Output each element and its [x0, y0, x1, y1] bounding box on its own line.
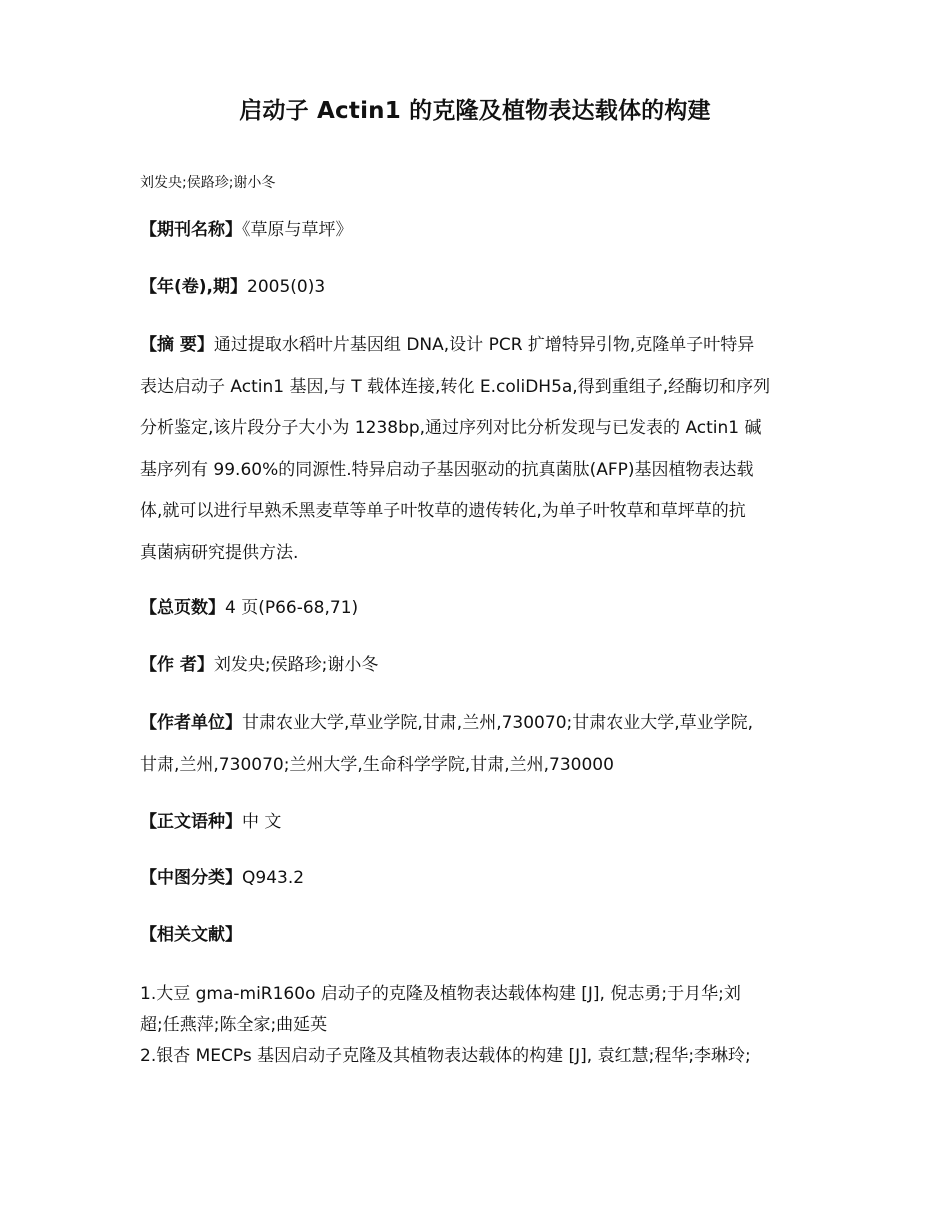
abstract-line: 分析鉴定,该片段分子大小为 1238bp,通过序列对比分析发现与已发表的 Actin1 碱 — [140, 418, 762, 438]
issue-value: 2005(0)3 — [247, 277, 326, 297]
issue-field — [140, 277, 830, 297]
related-item-line: 2.银杏 MECPs 基因启动子克隆及其植物表达载体的构建 [J], 袁红慧;程华;李琳玲; — [140, 1046, 751, 1066]
pages-field — [140, 598, 830, 618]
related-label: 【相关文献】 — [140, 925, 242, 945]
abstract-field — [140, 333, 840, 565]
abstract-line: 表达启动子 Actin1 基因,与 T 载体连接,转化 E.coliDH5a,得到重组子,经酶切和序列 — [140, 376, 771, 397]
abstract-line: 体,就可以进行早熟禾黑麦草等单子叶牧草的遗传转化,为单子叶牧草和草坪草的抗 — [140, 501, 746, 521]
abstract-line — [140, 333, 840, 375]
related-item-line: 超;任燕萍;陈全家;曲延英 — [140, 1015, 328, 1035]
issue-label: 【年(卷),期】 — [140, 277, 247, 297]
authors-label: 【作 者】 — [140, 655, 214, 675]
language-value: 中 文 — [242, 812, 282, 832]
abstract-text: 通过提取水稻叶片基因组 DNA,设计 PCR 扩增特异引物,克隆单子叶特异 — [213, 335, 755, 355]
abstract-line: 基序列有 99.60%的同源性.特异启动子基因驱动的抗真菌肽(AFP)基因植物表达载 — [140, 459, 754, 480]
pages-label: 【总页数】 — [140, 598, 225, 618]
affiliation-line: 甘肃,兰州,730070;兰州大学,生命科学学院,甘肃,兰州,730000 — [140, 754, 614, 775]
classification-value: Q943.2 — [242, 868, 305, 888]
language-field — [140, 812, 830, 832]
document-title: 启动子 Actin1 的克隆及植物表达载体的构建 — [239, 98, 711, 124]
journal-value: 《草原与草坪》 — [242, 220, 353, 240]
related-item — [140, 982, 830, 1044]
journal-field — [140, 220, 830, 240]
related-heading — [140, 925, 830, 945]
journal-label: 【期刊名称】 — [140, 220, 242, 240]
related-item — [140, 1044, 830, 1075]
authors-field — [140, 655, 830, 675]
abstract-line: 真菌病研究提供方法. — [140, 542, 299, 563]
affiliation-text: 甘肃农业大学,草业学院,甘肃,兰州,730070;甘肃农业大学,草业学院, — [242, 713, 754, 733]
language-label: 【正文语种】 — [140, 812, 242, 832]
affiliation-line — [140, 711, 840, 753]
pages-value: 4 页(P66-68,71) — [225, 598, 359, 618]
abstract-label: 【摘 要】 — [140, 335, 214, 355]
affiliation-field — [140, 711, 840, 777]
affiliation-label: 【作者单位】 — [140, 713, 242, 733]
classification-label: 【中图分类】 — [140, 868, 242, 888]
authors-line: 刘发央;侯路珍;谢小冬 — [140, 175, 276, 191]
authors-value: 刘发央;侯路珍;谢小冬 — [213, 655, 379, 675]
related-item-line: 1.大豆 gma-miR160o 启动子的克隆及植物表达载体构建 [J], 倪志勇;于月华;刘 — [140, 984, 741, 1004]
classification-field — [140, 868, 830, 888]
